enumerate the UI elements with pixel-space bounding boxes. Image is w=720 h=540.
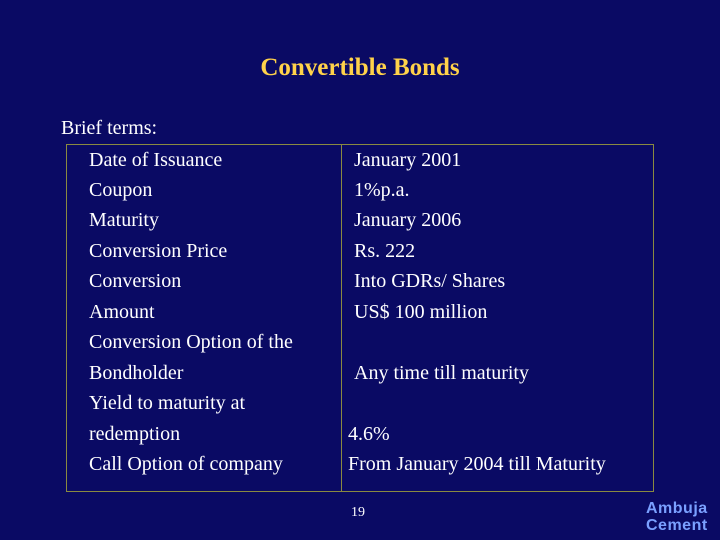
term-value: Into GDRs/ Shares xyxy=(354,270,506,292)
term-label: Conversion Option of the xyxy=(89,331,293,353)
slide-title: Convertible Bonds xyxy=(260,54,460,81)
company-logo xyxy=(646,500,708,534)
term-value: Any time till maturity xyxy=(354,362,529,384)
term-value: Rs. 222 xyxy=(354,240,416,262)
terms-table-divider xyxy=(341,144,342,492)
term-label: Conversion Price xyxy=(89,240,228,262)
term-label: Yield to maturity at xyxy=(89,392,246,414)
logo-line-2: Cement xyxy=(646,517,708,534)
term-label: redemption xyxy=(89,423,181,445)
term-label: Conversion xyxy=(89,270,182,292)
term-label: Amount xyxy=(89,301,155,323)
term-value: 4.6% xyxy=(348,423,390,445)
intro-label: Brief terms: xyxy=(61,117,158,139)
logo-line-1: Ambuja xyxy=(646,500,708,517)
term-value: January 2001 xyxy=(354,149,462,171)
term-label: Maturity xyxy=(89,209,159,231)
page-number: 19 xyxy=(351,505,365,520)
term-label: Date of Issuance xyxy=(89,149,223,171)
term-value: From January 2004 till Maturity xyxy=(348,453,606,475)
term-value: 1%p.a. xyxy=(354,179,410,201)
term-value: US$ 100 million xyxy=(354,301,488,323)
term-label: Coupon xyxy=(89,179,153,201)
term-value: January 2006 xyxy=(354,209,462,231)
term-label: Bondholder xyxy=(89,362,184,384)
term-label: Call Option of company xyxy=(89,453,283,475)
